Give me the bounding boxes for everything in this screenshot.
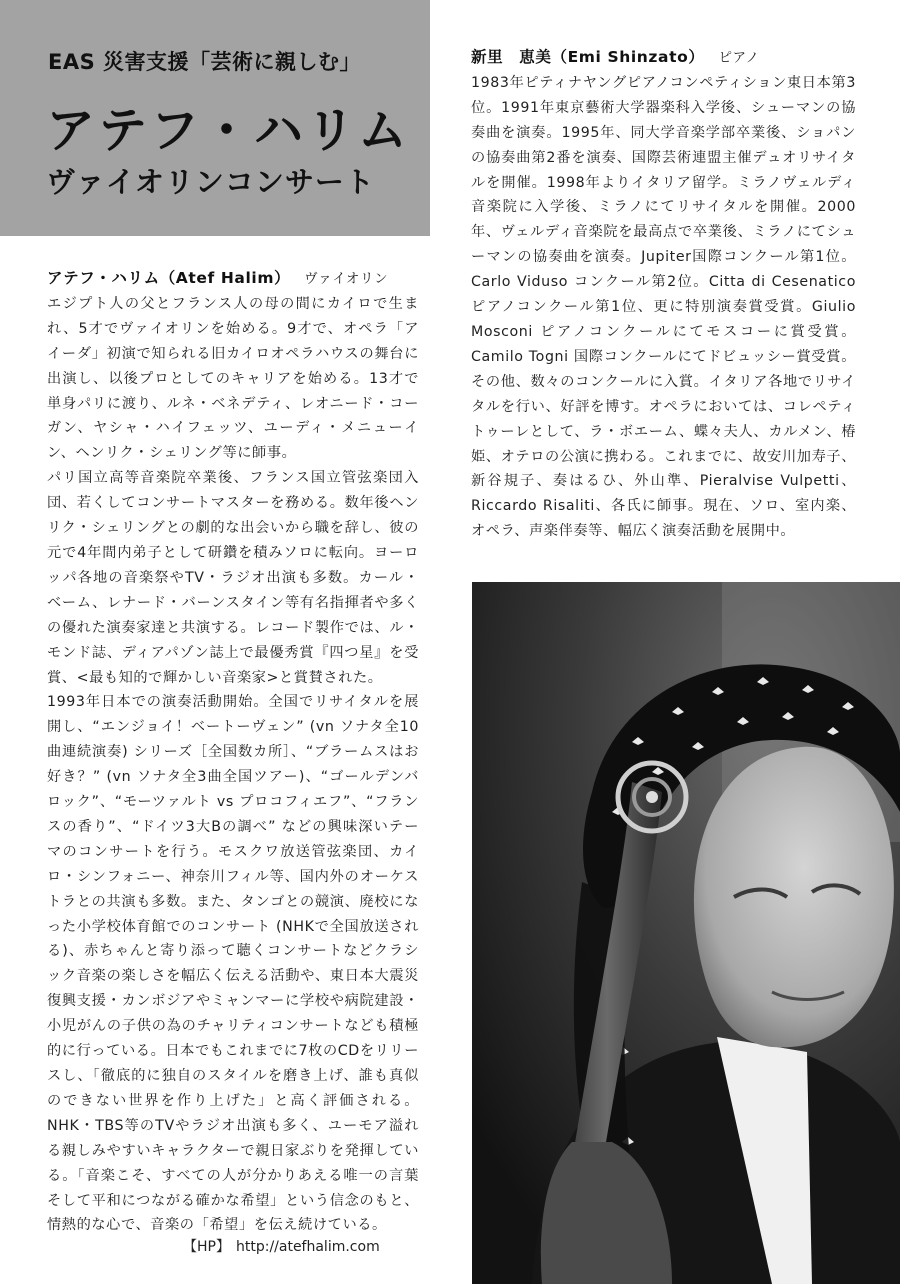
emi-biography [471, 45, 856, 544]
performer-title: アテフ・ハリム [46, 102, 411, 159]
emi-bio-paragraph: 1983年ピティナヤングピアノコンペティション東日本第3位。1991年東京藝術大学器楽科入学後、シューマンの協奏曲を演奏。1995年、同大学音楽学部卒業後、ショパンの協奏曲第2番を演奏、国際芸術連盟主催デュオリサイタルを開催。1998年よりイタリア留学。ミラノヴェルディ音楽院に入学後、ミラノにてリサイタルを開催。2000年、ヴェルディ音楽院を最高点で卒業後、ミラノにてシューマンの協奏曲を演奏。Jupiter国際コンクール第1位。Carlo Viduso コンクール第2位。Citta di Cesenatico ピアノコンクール第1位、更に特別演奏賞受賞。Giulio Mosconi ピアノコンクールにてモスコーに賞受賞。Camilo Togni 国際コンクールにてドビュッシー賞受賞。その他、数々のコンクールに入賞。イタリア各地でリサイタルを行い、好評を博す。オペラにおいては、コレペティトゥーレとして、ラ・ボエーム、蝶々夫人、カルメン、椿姫、オテロの公演に携わる。これまでに、故安川加寿子、新谷規子、奏はるひ、外山準、Pieralvise Vulpetti、Riccardo Risaliti、各氏に師事。現在、ソロ、室内楽、オペラ、声楽伴奏等、幅広く演奏活動を展開中。 [471, 74, 856, 540]
homepage-label: 【HP】 [183, 1239, 230, 1255]
event-series-title: EAS 災害支援「芸術に親しむ」 [48, 50, 362, 74]
emi-heading [471, 45, 856, 71]
atef-role: ヴァイオリン [304, 271, 389, 287]
emi-role: ピアノ [718, 50, 760, 66]
homepage-link[interactable]: http://atefhalim.com [235, 1239, 380, 1255]
violinist-portrait-photo [472, 582, 900, 1284]
atef-bio-paragraph-1: エジプト人の父とフランス人の母の間にカイロで生まれ、5才でヴァイオリンを始める。9才で、オペラ「アイーダ」初演で知られる旧カイロオペラハウスの舞台に出演し、以後プロとしてのキャリアを始める。13才で単身パリに渡り、ルネ・ベネデティ、レオニード・コーガン、ヤシャ・ハイフェッツ、ユーディ・メニューイン、ヘンリク・シェリング等に師事。 [47, 295, 419, 462]
atef-bio-paragraph-2: パリ国立高等音楽院卒業後、フランス国立管弦楽団入団、若くしてコンサートマスターを務める。数年後ヘンリク・シェリングとの劇的な出会いから職を辞し、彼の元で4年間内弟子として研鑽を積みソロに転向。ヨーロッパ各地の音楽祭やTV・ラジオ出演も多数。カール・ベーム、レナード・バーンスタイン等有名指揮者や多くの優れた演奏家達と共演する。レコード製作では、ル・モンド誌、ディアパゾン誌上で最優秀賞『四つ星』を受賞、<最も知的で輝かしい音楽家>と賞賛された。 [47, 470, 419, 686]
atef-biography [47, 266, 419, 1238]
emi-name: 新里 恵美（Emi Shinzato） [471, 48, 705, 66]
homepage-line [183, 1236, 380, 1256]
concert-title: ヴァイオリンコンサート [46, 165, 375, 199]
atef-name: アテフ・ハリム（Atef Halim） [47, 269, 291, 287]
atef-bio-paragraph-3: 1993年日本での演奏活動開始。全国でリサイタルを展開し、“エンジョイ！ベートーヴェン” (vn ソナタ全10曲連続演奏) シリーズ［全国数カ所］、“ブラームスはお好き？” (vn ソナタ全3曲全国ツアー)、“ゴールデンバロック”、“モーツァルト vs プロコフィエフ”、“フランスの香り”、“ドイツ3大Bの調べ” などの興味深いテーマのコンサートを行う。モスクワ放送管弦楽団、カイロ・シンフォニー、神奈川フィル等、国内外のオーケストラとの共演も多数。また、タンゴとの競演、廃校になった小学校体育館でのコンサート (NHKで全国放送される)、赤ちゃんと寄り添って聴くコンサートなどクラシック音楽の楽しさを幅広く伝える活動や、東日本大震災復興支援・カンボジアやミャンマーに学校や病院建設・小児がんの子供の為のチャリティコンサートなども積極的に行っている。日本でもこれまでに7枚のCDをリリースし、「徹底的に独自のスタイルを磨き上げ、誰も真似のできない世界を作り上げた」と高く評価される。NHK・TBS等のTVやラジオ出演も多く、ユーモア溢れる親しみやすいキャラクターで親日家ぶりを発揮している。「音楽こそ、すべての人が分かりあえる唯一の言葉そして平和につながる確かな希望」という信念のもと、情熱的な心で、音楽の「希望」を伝え続けている。 [47, 694, 419, 1234]
title-banner [0, 0, 430, 236]
atef-heading [47, 266, 419, 292]
